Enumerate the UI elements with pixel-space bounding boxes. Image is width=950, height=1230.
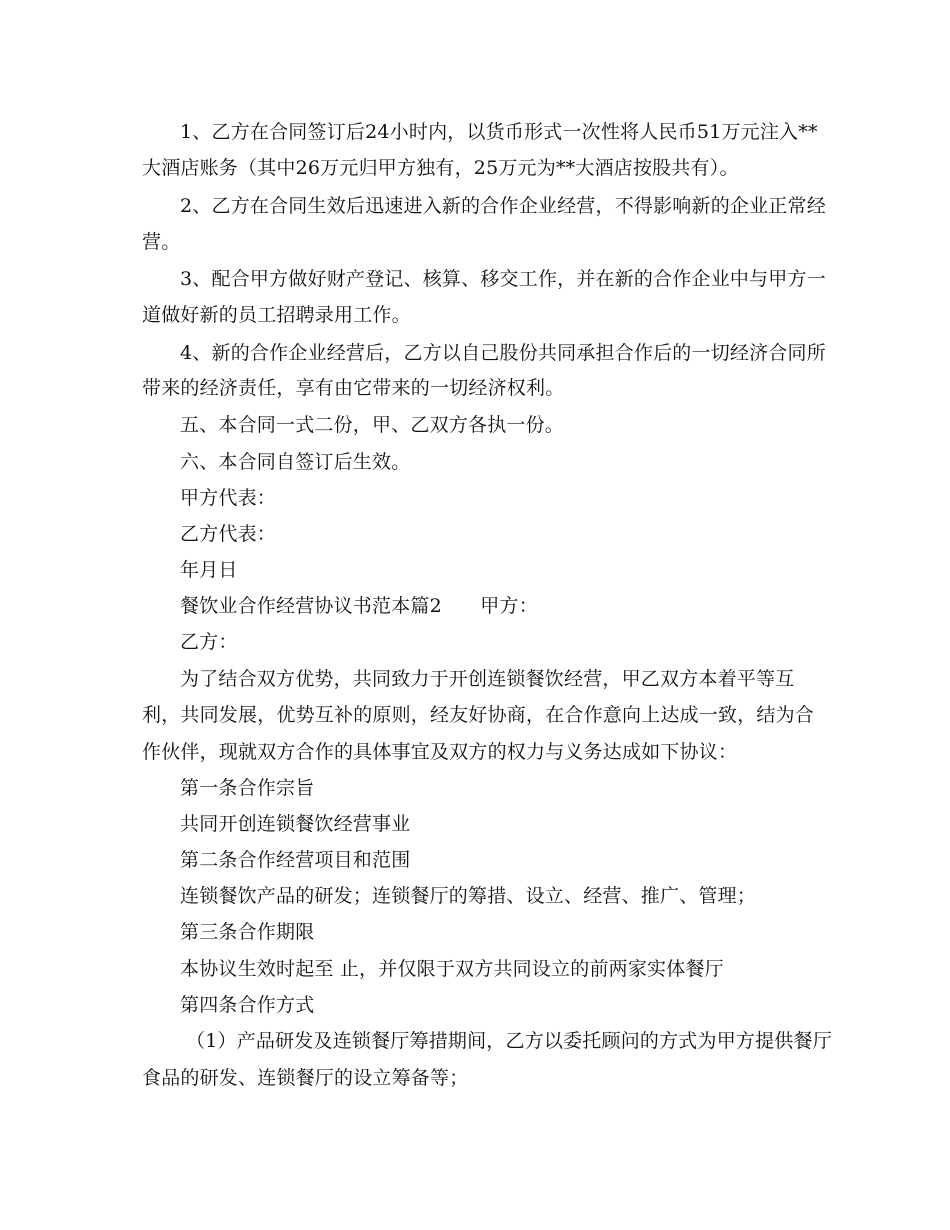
date-line: 年月日: [180, 559, 238, 581]
clause-4-line-1: 4、新的合作企业经营后，乙方以自己股份共同承担合作后的一切经济合同所: [180, 342, 826, 364]
clause-2-line-2: 营。: [142, 231, 181, 253]
article-4-item-1-line-1: （1）产品研发及连锁餐厅筹措期间，乙方以委托顾问的方式为甲方提供餐厅: [186, 1030, 832, 1052]
article-4-heading: 第四条合作方式: [180, 994, 315, 1016]
preamble-line-3: 作伙伴，现就双方合作的具体事宜及双方的权力与义务达成如下协议：: [142, 741, 738, 763]
article-2-content: 连锁餐饮产品的研发；连锁餐厅的筹措、设立、经营、推广、管理；: [180, 885, 757, 907]
party-b-representative: 乙方代表：: [180, 523, 277, 545]
party-b-label: 乙方：: [180, 631, 238, 653]
preamble-line-1: 为了结合双方优势，共同致力于开创连锁餐饮经营，甲乙双方本着平等互: [180, 668, 795, 690]
article-3-heading: 第三条合作期限: [180, 921, 315, 943]
article-5: 五、本合同一式二份，甲、乙双方各执一份。: [180, 414, 565, 436]
article-1-heading: 第一条合作宗旨: [180, 777, 315, 799]
clause-3-line-1: 3、配合甲方做好财产登记、核算、移交工作，并在新的合作企业中与甲方一: [180, 268, 826, 290]
article-1-content: 共同开创连锁餐饮经营事业: [180, 813, 411, 835]
article-2-heading: 第二条合作经营项目和范围: [180, 849, 411, 871]
article-6: 六、本合同自签订后生效。: [180, 451, 411, 473]
party-a-representative: 甲方代表：: [180, 487, 277, 509]
clause-3-line-2: 道做好新的员工招聘录用工作。: [142, 304, 411, 326]
clause-1-line-2: 大酒店账务（其中26万元归甲方独有，25万元为**大酒店按股共有）。: [142, 157, 739, 179]
preamble-line-2: 利，共同发展，优势互补的原则，经友好协商，在合作意向上达成一致，结为合: [142, 704, 815, 726]
clause-2-line-1: 2、乙方在合同生效后迅速进入新的合作企业经营，不得影响新的企业正常经: [180, 195, 826, 217]
article-4-item-1-line-2: 食品的研发、连锁餐厅的设立筹备等；: [142, 1067, 469, 1089]
clause-4-line-2: 带来的经济责任，享有由它带来的一切经济权利。: [142, 377, 565, 399]
clause-1-line-1: 1、乙方在合同签订后24小时内，以货币形式一次性将人民币51万元注入**: [180, 121, 818, 143]
agreement-2-title: 餐饮业合作经营协议书范本篇2 甲方：: [180, 595, 538, 617]
article-3-content: 本协议生效时起至 止，并仅限于双方共同设立的前两家实体餐厅: [180, 958, 724, 980]
